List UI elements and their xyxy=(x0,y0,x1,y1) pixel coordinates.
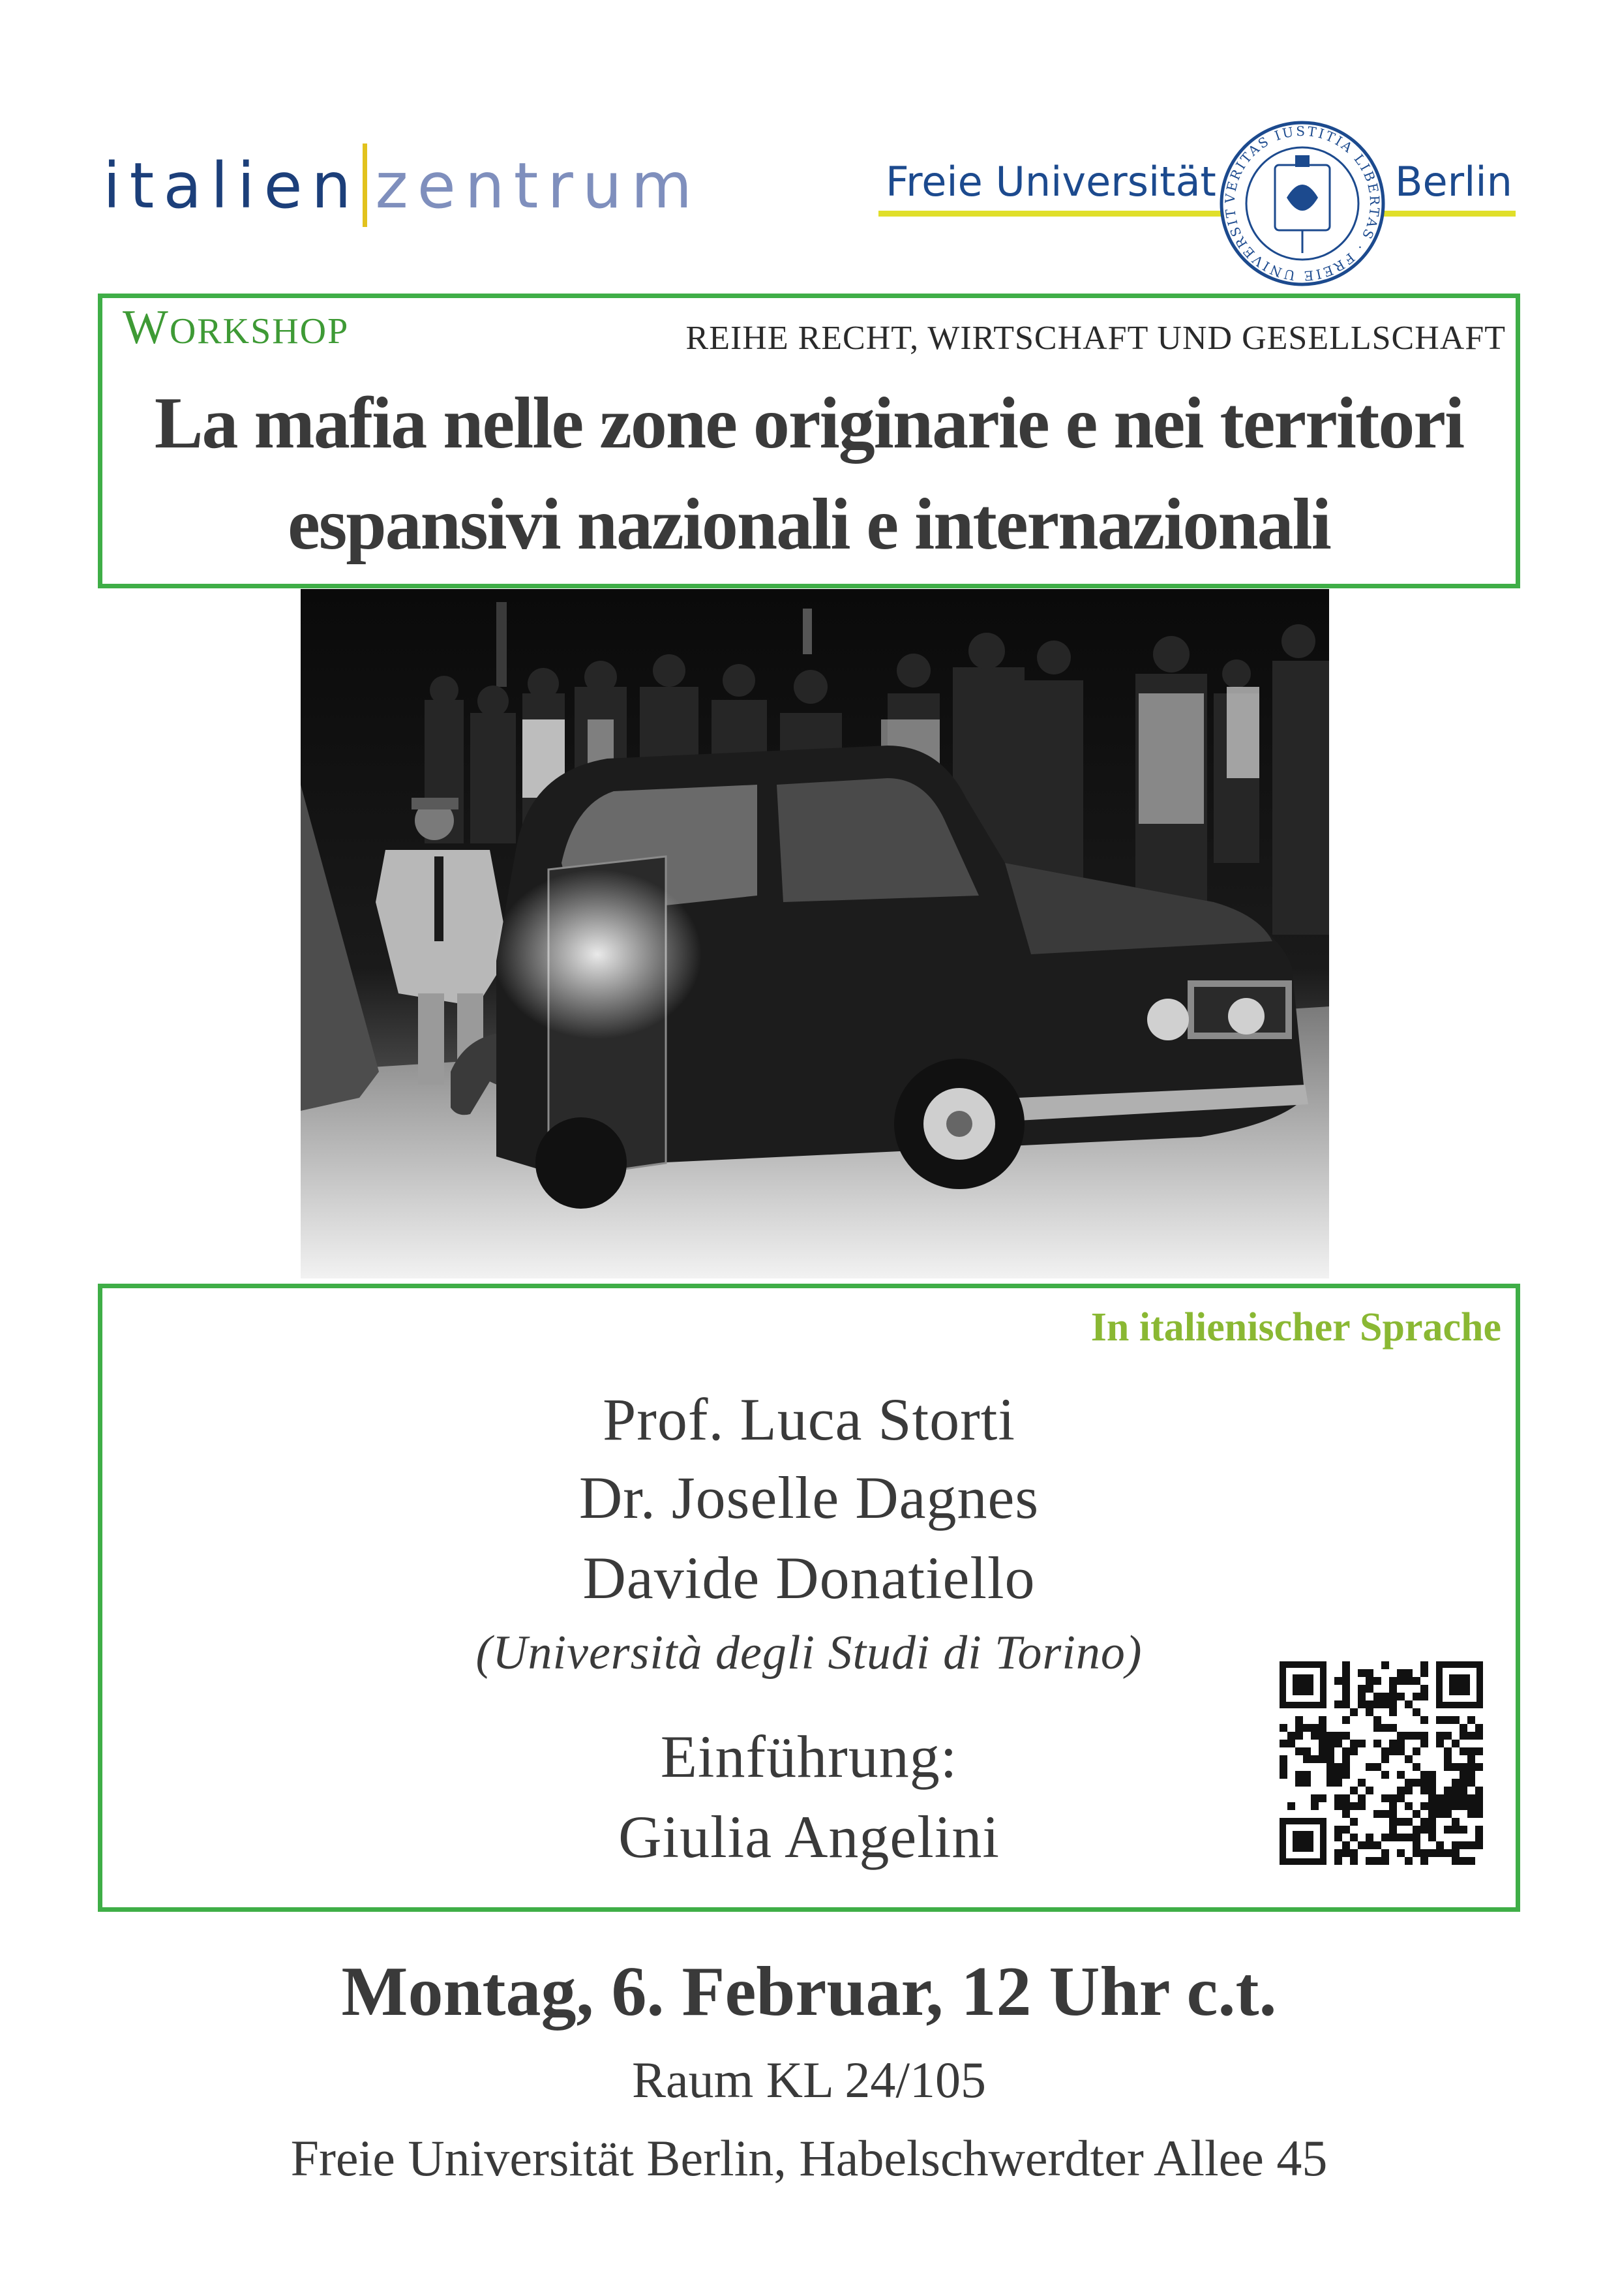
svg-text:VERITAS IUSTITIA LIBERTAS · FR: VERITAS IUSTITIA LIBERTAS · FREIE UNIVERSIT xyxy=(1221,123,1383,284)
title-line-1: La mafia nelle zone originarie e nei territori xyxy=(154,383,1464,464)
event-room: Raum KL 24/105 xyxy=(631,2051,987,2108)
title-line-2: espansivi nazionali e internazionali xyxy=(288,484,1330,565)
language-note: In italienischer Sprache xyxy=(1090,1305,1501,1350)
series-name: REIHE RECHT, WIRTSCHAFT UND GESELLSCHAFT xyxy=(685,320,1506,357)
qr-code-icon[interactable] xyxy=(1280,1661,1483,1865)
fu-berlin-seal-icon xyxy=(1218,119,1386,288)
fu-logo-underline xyxy=(878,211,1516,217)
logo-italien: italien xyxy=(103,149,361,222)
introduction-label: Einführung: xyxy=(660,1723,958,1790)
italienzentrum-logo xyxy=(103,144,701,227)
event-photo xyxy=(301,589,1329,1278)
speaker-3: Davide Donatiello xyxy=(582,1545,1036,1611)
logo-divider xyxy=(363,144,367,227)
event-address: Freie Universität Berlin, Habelschwerdter Allee 45 xyxy=(290,2130,1328,2186)
fu-logo-left-text: Freie Universität xyxy=(886,158,1216,205)
workshop-label-rest: ORKSHOP xyxy=(169,311,350,352)
introduction-by: Giulia Angelini xyxy=(618,1804,1000,1870)
affiliation: (Università degli Studi di Torino) xyxy=(475,1626,1143,1680)
speaker-1: Prof. Luca Storti xyxy=(603,1386,1015,1453)
workshop-label xyxy=(123,303,349,352)
fu-logo-right-text: Berlin xyxy=(1395,158,1512,205)
event-date-time: Montag, 6. Februar, 12 Uhr c.t. xyxy=(341,1953,1277,2031)
logo-zentrum: zentrum xyxy=(375,149,702,222)
workshop-label-first: W xyxy=(123,301,170,354)
speaker-2: Dr. Joselle Dagnes xyxy=(578,1464,1040,1531)
